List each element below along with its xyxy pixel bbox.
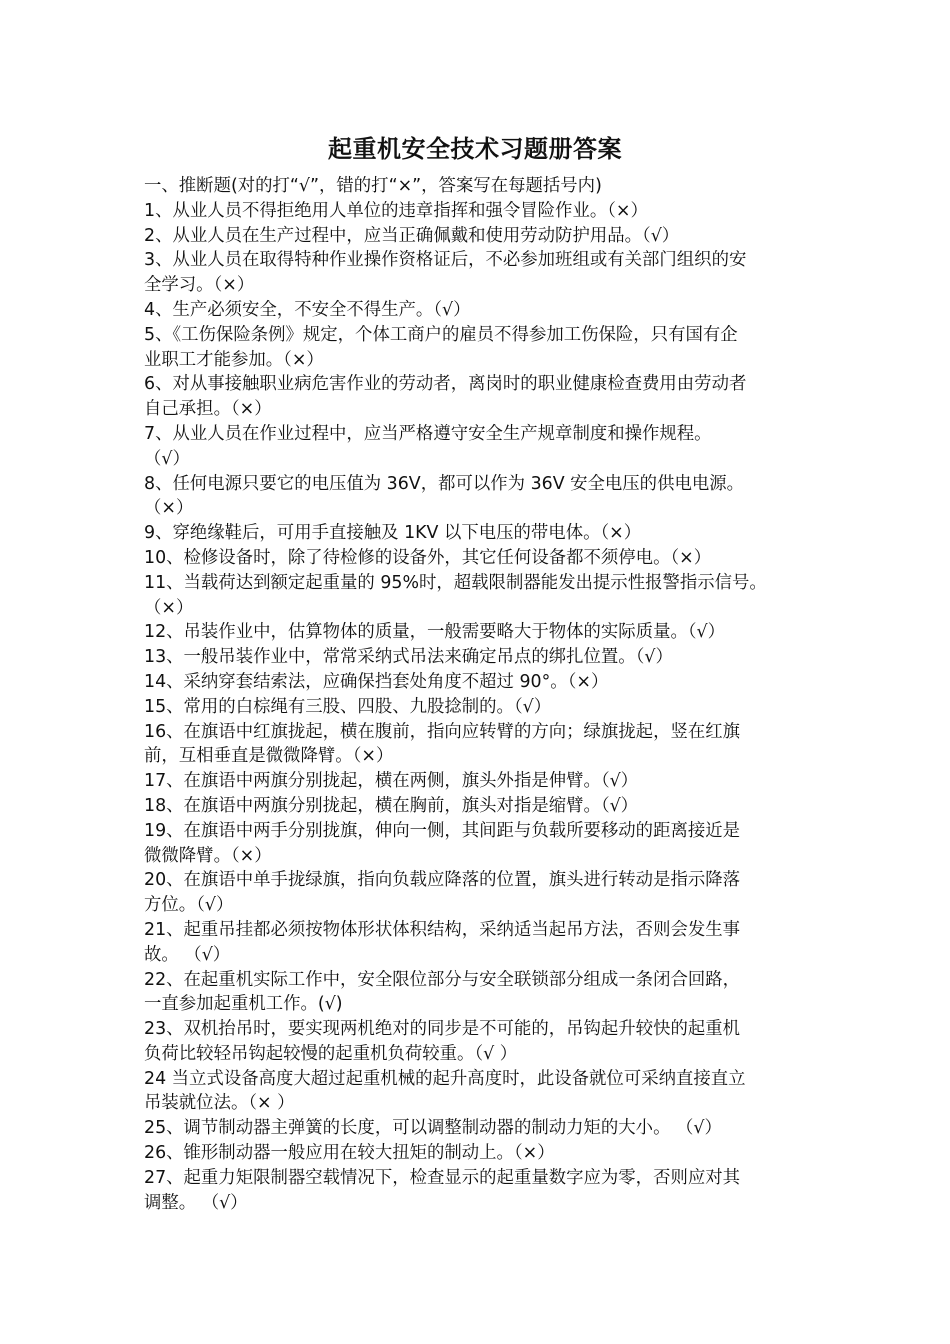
text-line: 27、起重力矩限制器空载情况下，检查显示的起重量数字应为零，否则应对其 [144,1167,741,1188]
text-line: （×） [144,498,194,519]
text-line: 负荷比较轻吊钩起较慢的起重机负荷较重。（√ ） [144,1043,518,1064]
text-line: 微微降臂。（×） [144,845,272,866]
text-line: 业职工才能参加。（×） [144,349,324,370]
text-line: 14、采纳穿套结索法，应确保挡套处角度不超过 90°。（×） [144,671,609,692]
text-line: 20、在旗语中单手拢绿旗，指向负载应降落的位置，旗头进行转动是指示降落 [144,870,741,891]
text-line: 吊装就位法。（× ） [144,1093,295,1114]
text-line: 全学习。（×） [144,275,255,296]
text-line: 自己承担。（×） [144,399,272,420]
text-line: 24 当立式设备高度大超过起重机械的起升高度时，此设备就位可采纳直接直立 [144,1068,746,1089]
document-body [144,174,824,1215]
text-line: 1、从业人员不得拒绝用人单位的违章指挥和强令冒险作业。（×） [144,200,648,221]
text-line: 9、穿绝缘鞋后，可用手直接触及 1KV 以下电压的带电体。（×） [144,523,642,544]
section-heading: 一、推断题(对的打“√”，错的打“×”，答案写在每题括号内) [144,176,602,196]
text-line: 8、任何电源只要它的电压值为 36V，都可以作为 36V 安全电压的供电电源。 [144,473,745,494]
text-line: （×） [144,597,194,618]
text-line: 前，互相垂直是微微降臂。（×） [144,746,394,767]
text-line: 15、常用的白棕绳有三股、四股、九股捻制的。（√） [144,696,552,717]
text-line: 17、在旗语中两旗分别拢起，横在两侧，旗头外指是伸臂。（√） [144,771,639,792]
text-line: 故。 （√） [144,944,231,965]
text-line: 12、吊装作业中，估算物体的质量，一般需要略大于物体的实际质量。（√） [144,622,726,643]
text-line: 4、生产必须安全，不安全不得生产。（√） [144,299,471,320]
text-line: 21、起重吊挂都必须按物体形状体积结构，采纳适当起吊方法，否则会发生事 [144,919,741,940]
text-line: 5、《工伤保险条例》规定，个体工商户的雇员不得参加工伤保险，只有国有企 [144,324,738,345]
text-line: 3、从业人员在取得特种作业操作资格证后，不必参加班组或有关部门组织的安 [144,250,747,271]
text-line: 18、在旗语中两旗分别拢起，横在胸前，旗头对指是缩臂。（√） [144,795,639,816]
text-line: 23、双机抬吊时，要实现两机绝对的同步是不可能的，吊钩起升较快的起重机 [144,1019,741,1040]
text-line: 11、当载荷达到额定起重量的 95%时，超载限制器能发出提示性报警指示信号。 [144,572,767,593]
text-line: 13、一般吊装作业中，常常采纳式吊法来确定吊点的绑扎位置。（√） [144,647,673,668]
text-line: 26、锥形制动器一般应用在较大扭矩的制动上。（×） [144,1143,555,1164]
text-line: 19、在旗语中两手分别拢旗，伸向一侧，其间距与负载所要移动的距离接近是 [144,820,741,841]
text-line: 10、检修设备时，除了待检修的设备外，其它任何设备都不须停电。（×） [144,547,712,568]
text-line: 一直参加起重机工作。(√) [144,994,343,1015]
document-title: 起重机安全技术习题册答案 [328,135,622,163]
text-line: 6、对从事接触职业病危害作业的劳动者，离岗时的职业健康检查费用由劳动者 [144,374,747,395]
text-line: 22、在起重机实际工作中，安全限位部分与安全联锁部分组成一条闭合回路， [144,969,741,990]
text-line: （√） [144,448,190,469]
text-line: 7、从业人员在作业过程中，应当严格遵守安全生产规章制度和操作规程。 [144,423,712,444]
text-line: 方位。（√） [144,895,234,916]
text-line: 2、从业人员在生产过程中，应当正确佩戴和使用劳动防护用品。（√） [144,225,680,246]
text-line: 调整。 （√） [144,1192,248,1213]
text-line: 25、调节制动器主弹簧的长度，可以调整制动器的制动力矩的大小。 （√） [144,1118,722,1139]
text-line: 16、在旗语中红旗拢起，横在腹前，指向应转臂的方向；绿旗拢起，竖在红旗 [144,721,741,742]
